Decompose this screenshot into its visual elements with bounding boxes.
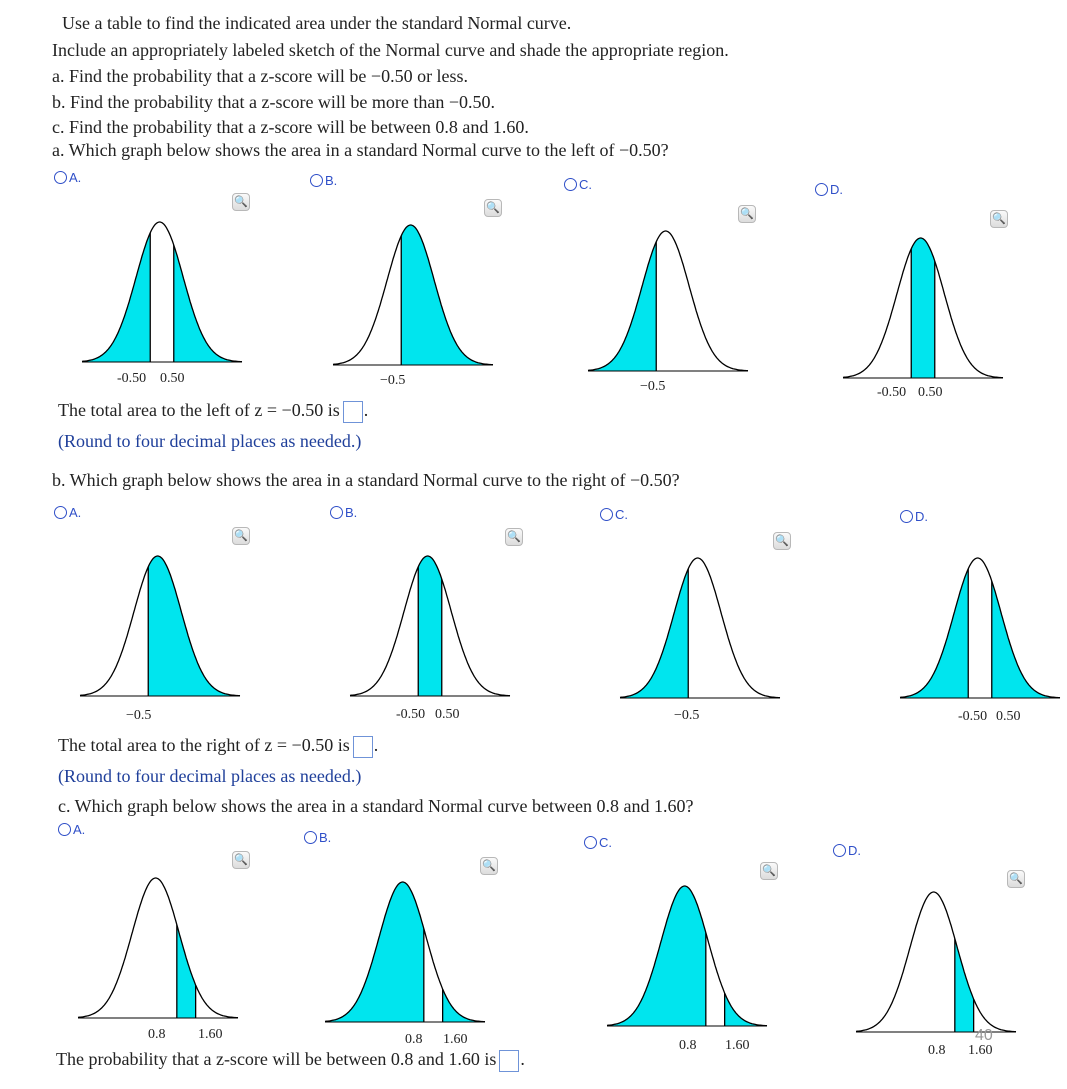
graph-b-C — [620, 548, 785, 728]
radio-button[interactable] — [584, 836, 597, 849]
option-b-C[interactable]: C. — [600, 507, 628, 522]
tick-label: -0.50 — [396, 707, 426, 722]
shaded-area — [911, 238, 935, 378]
normal-curve — [856, 892, 1016, 1032]
option-a-D[interactable]: D. — [815, 182, 843, 197]
option-b-D[interactable]: D. — [900, 509, 928, 524]
graph-b-D — [900, 548, 1065, 728]
option-b-B[interactable]: B. — [330, 505, 357, 520]
option-c-B[interactable]: B. — [304, 830, 331, 845]
magnifier-icon[interactable]: 🔍 — [1007, 870, 1025, 888]
tick-label: 0.8 — [148, 1027, 166, 1042]
tick-label: 0.8 — [405, 1032, 423, 1047]
tick-label: 0.50 — [160, 371, 185, 386]
page-number: 40 — [975, 1027, 993, 1044]
shaded-area — [177, 925, 196, 1018]
magnifier-icon[interactable]: 🔍 — [760, 862, 778, 880]
shaded-area — [148, 556, 240, 696]
option-a-C[interactable]: C. — [564, 177, 592, 192]
tick-label: -0.50 — [958, 709, 988, 724]
radio-button[interactable] — [900, 510, 913, 523]
shaded-area — [588, 242, 656, 371]
normal-curve — [82, 222, 242, 362]
tick-label: −0.5 — [640, 379, 666, 394]
normal-curve — [620, 558, 780, 698]
question-c: c. Which graph below shows the area in a standard Normal curve between 0.8 and 1.60? — [58, 796, 694, 816]
magnifier-icon[interactable]: 🔍 — [990, 210, 1008, 228]
tick-label: 0.8 — [928, 1043, 946, 1058]
normal-curve — [588, 231, 748, 371]
option-c-C[interactable]: C. — [584, 835, 612, 850]
shaded-area — [418, 556, 442, 696]
rounding-note-a: (Round to four decimal places as needed.) — [58, 431, 362, 451]
option-a-A[interactable]: A. — [54, 170, 81, 185]
graph-c-D — [856, 882, 1021, 1062]
graph-b-B — [350, 546, 515, 726]
tick-label: 0.50 — [918, 385, 943, 400]
radio-button[interactable] — [600, 508, 613, 521]
shaded-area — [900, 569, 968, 698]
rounding-note-b: (Round to four decimal places as needed.) — [58, 766, 362, 786]
question-a: a. Which graph below shows the area in a standard Normal curve to the left of −0.50? — [52, 140, 669, 160]
radio-button[interactable] — [54, 171, 67, 184]
radio-button[interactable] — [58, 823, 71, 836]
tick-label: 0.8 — [679, 1038, 697, 1053]
shaded-area — [620, 569, 688, 698]
graph-c-B — [325, 872, 490, 1052]
radio-button[interactable] — [833, 844, 846, 857]
shaded-area — [401, 225, 493, 365]
tick-label: −0.5 — [380, 373, 406, 388]
magnifier-icon[interactable]: 🔍 — [738, 205, 756, 223]
tick-label: −0.5 — [674, 708, 700, 723]
tick-label: 0.50 — [435, 707, 460, 722]
normal-curve — [78, 878, 238, 1018]
answer-line-c: The probability that a z-score will be between 0.8 and 1.60 is . — [56, 1049, 525, 1072]
instruction-line-5: c. Find the probability that a z-score will be between 0.8 and 1.60. — [52, 117, 529, 137]
shaded-area — [955, 939, 974, 1032]
magnifier-icon[interactable]: 🔍 — [232, 851, 250, 869]
tick-label: 1.60 — [198, 1027, 223, 1042]
option-b-A[interactable]: A. — [54, 505, 81, 520]
magnifier-icon[interactable]: 🔍 — [232, 193, 250, 211]
answer-input-a[interactable] — [343, 401, 363, 423]
radio-button[interactable] — [564, 178, 577, 191]
option-c-A[interactable]: A. — [58, 822, 85, 837]
normal-curve — [900, 558, 1060, 698]
magnifier-icon[interactable]: 🔍 — [232, 527, 250, 545]
instruction-line-4: b. Find the probability that a z-score will be more than −0.50. — [52, 92, 496, 112]
question-b: b. Which graph below shows the area in a standard Normal curve to the right of −0.50? — [52, 470, 680, 490]
graph-c-C — [607, 876, 772, 1056]
instruction-line-2: Include an appropriately labeled sketch of the Normal curve and shade the appropriate region. — [52, 40, 729, 60]
answer-input-c[interactable] — [499, 1050, 519, 1072]
radio-button[interactable] — [54, 506, 67, 519]
option-a-B[interactable]: B. — [310, 173, 337, 188]
radio-button[interactable] — [815, 183, 828, 196]
graph-c-A — [78, 868, 243, 1048]
magnifier-icon[interactable]: 🔍 — [505, 528, 523, 546]
graph-a-B — [333, 215, 498, 395]
instruction-line-1: Use a table to find the indicated area under the standard Normal curve. — [62, 13, 572, 33]
tick-label: 1.60 — [725, 1038, 750, 1053]
instruction-line-3: a. Find the probability that a z-score will be −0.50 or less. — [52, 66, 469, 86]
tick-label: 1.60 — [968, 1043, 993, 1058]
radio-button[interactable] — [310, 174, 323, 187]
graph-b-A — [80, 546, 245, 726]
radio-button[interactable] — [304, 831, 317, 844]
tick-label: −0.5 — [126, 708, 152, 723]
magnifier-icon[interactable]: 🔍 — [480, 857, 498, 875]
answer-line-a: The total area to the left of z = −0.50 is . — [58, 400, 368, 423]
magnifier-icon[interactable]: 🔍 — [773, 532, 791, 550]
answer-line-b: The total area to the right of z = −0.50 is . — [58, 735, 378, 758]
graph-a-D — [843, 228, 1008, 408]
tick-label: 1.60 — [443, 1032, 468, 1047]
radio-button[interactable] — [330, 506, 343, 519]
tick-label: -0.50 — [877, 385, 907, 400]
magnifier-icon[interactable]: 🔍 — [484, 199, 502, 217]
answer-input-b[interactable] — [353, 736, 373, 758]
graph-a-C — [588, 221, 753, 401]
graph-a-A — [82, 212, 247, 392]
shaded-area — [82, 233, 150, 362]
tick-label: 0.50 — [996, 709, 1021, 724]
option-c-D[interactable]: D. — [833, 843, 861, 858]
tick-label: -0.50 — [117, 371, 147, 386]
